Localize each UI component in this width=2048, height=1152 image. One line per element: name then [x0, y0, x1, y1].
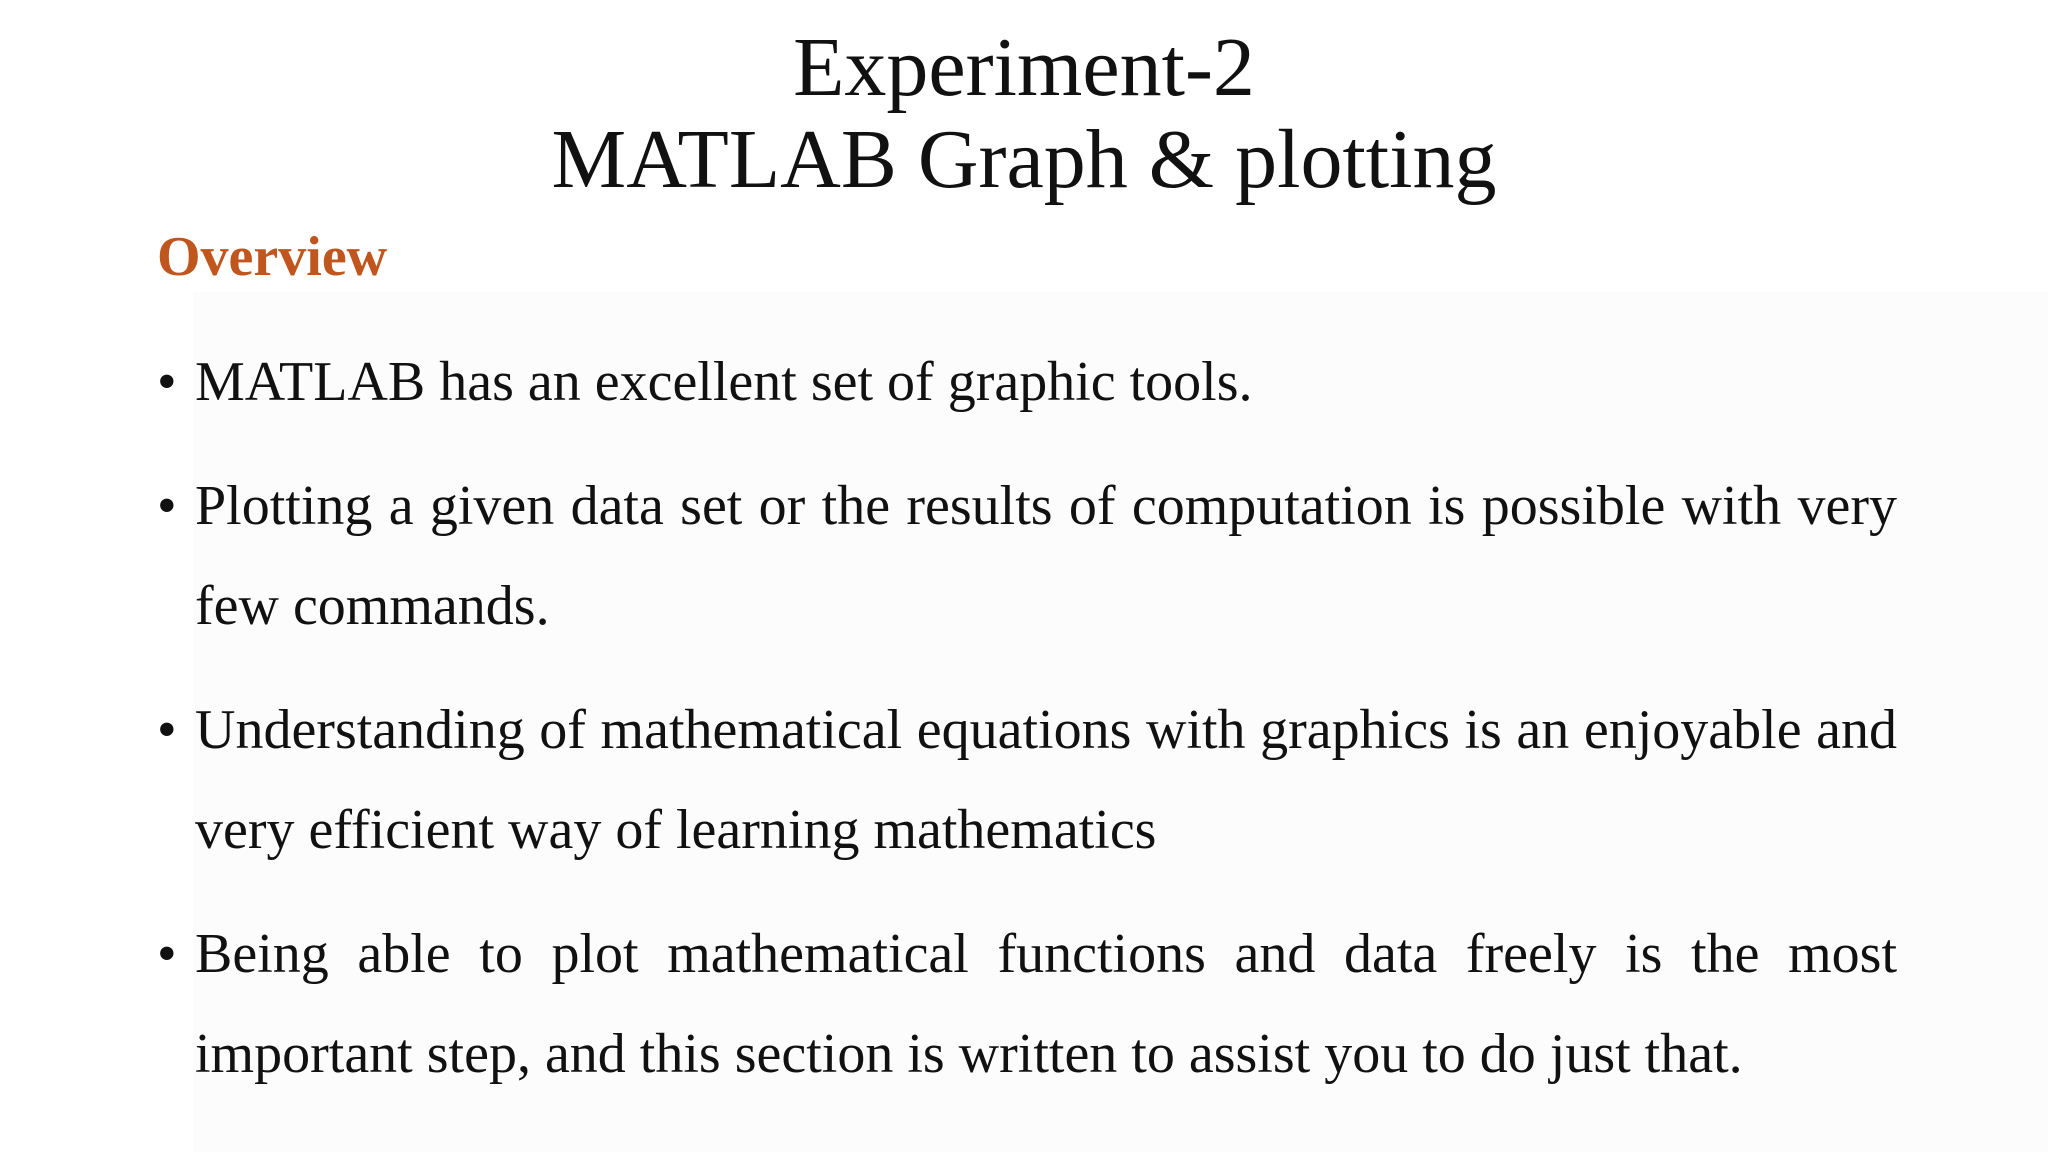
bullet-text: MATLAB has an excellent set of graphic tools.: [195, 351, 1253, 413]
title-line-2: MATLAB Graph & plotting: [551, 113, 1497, 206]
bullet-item: [157, 680, 1897, 880]
section-heading-overview: Overview: [157, 226, 388, 288]
bullet-dot: •: [157, 923, 177, 985]
bullet-text: Plotting a given data set or the results of computation is possible with very few commands.: [195, 475, 1897, 637]
bullet-text: Understanding of mathematical equations with graphics is an enjoyable and very efficient way of learning mathematics: [195, 699, 1897, 861]
bullet-list: [157, 332, 1897, 1128]
title-line-1: Experiment-2: [793, 21, 1255, 114]
slide-title: [0, 22, 2048, 206]
bullet-dot: •: [157, 351, 177, 413]
bullet-text: Being able to plot mathematical functions and data freely is the most important step, and this section is written to assist you to do just that.: [195, 923, 1897, 1085]
bullet-dot: •: [157, 475, 177, 537]
bullet-dot: •: [157, 699, 177, 761]
bullet-item: [157, 904, 1897, 1104]
bullet-item: [157, 456, 1897, 656]
bullet-item: [157, 332, 1897, 432]
